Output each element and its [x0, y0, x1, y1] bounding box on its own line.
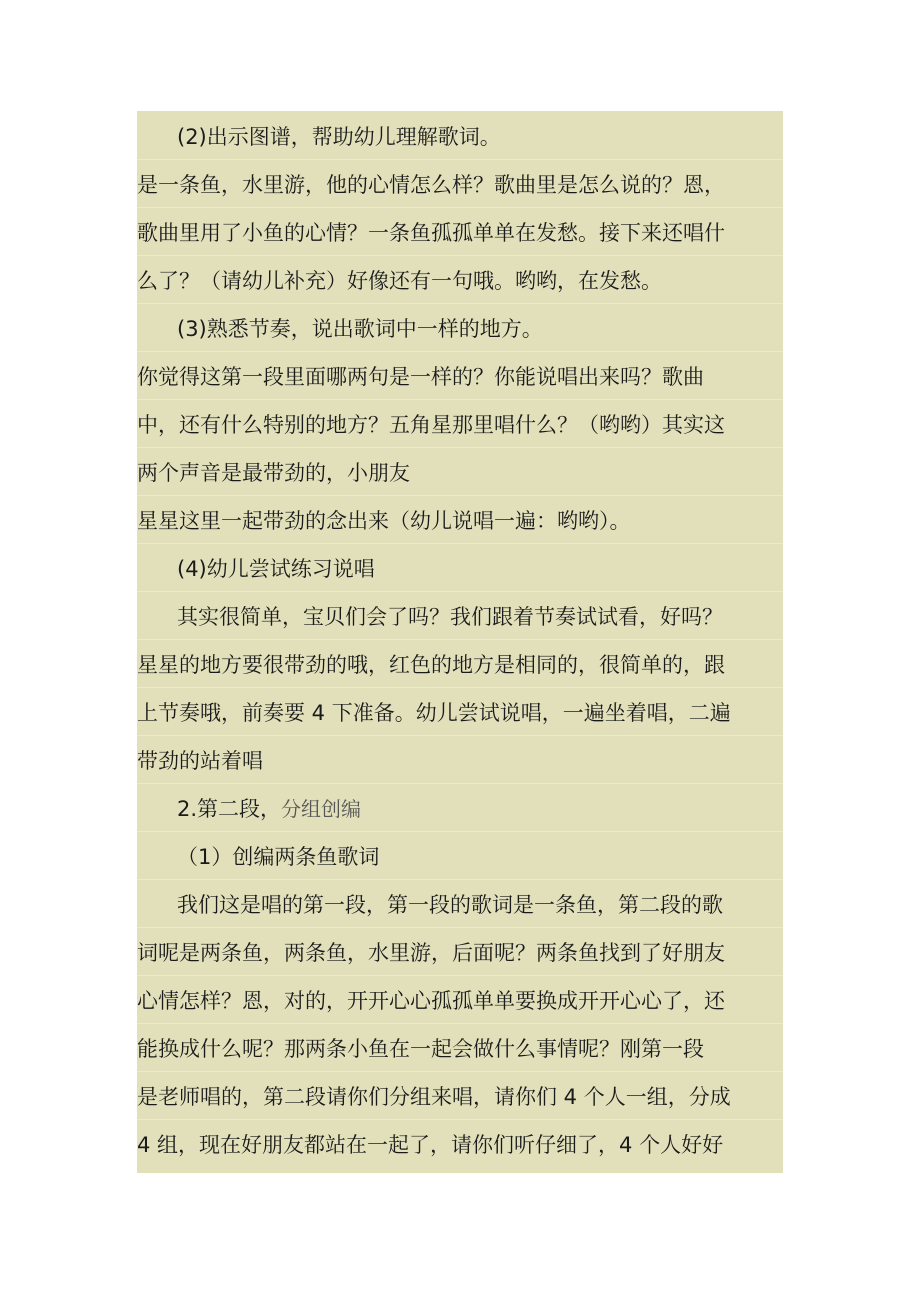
paragraph-line: 两个声音是最带劲的，小朋友: [137, 461, 410, 485]
paragraph-line: 其实很简单，宝贝们会了吗？我们跟着节奏试试看，好吗？: [177, 605, 723, 629]
paragraph-line: 歌曲里用了小鱼的心情？一条鱼孤孤单单在发愁。接下来还唱什: [137, 221, 725, 245]
subheading-step-4: (4)幼儿尝试练习说唱: [177, 557, 375, 581]
paragraph-line: 是一条鱼，水里游，他的心情怎么样？歌曲里是怎么说的？恩，: [137, 173, 725, 197]
section-heading-number: 2.第二段，: [177, 797, 282, 821]
section-heading-part-2: [177, 785, 361, 833]
paragraph-line: 星星的地方要很带劲的哦，红色的地方是相同的，很简单的，跟: [137, 653, 725, 677]
paragraph-line: 么了？（请幼儿补充）好像还有一句哦。哟哟，在发愁。: [137, 269, 662, 293]
paragraph-line: 你觉得这第一段里面哪两句是一样的？你能说唱出来吗？歌曲: [137, 365, 704, 389]
paragraph-line: 4 组，现在好朋友都站在一起了，请你们听仔细了，4 个人好好: [137, 1133, 724, 1157]
subheading-step-3: (3)熟悉节奏，说出歌词中一样的地方。: [177, 317, 543, 341]
paragraph-line: 星星这里一起带劲的念出来（幼儿说唱一遍：哟哟）。: [137, 509, 631, 533]
paragraph-line: 上节奏哦，前奏要 4 下准备。幼儿尝试说唱，一遍坐着唱，二遍: [137, 701, 731, 725]
paragraph-line: 中，还有什么特别的地方？五角星那里唱什么？（哟哟）其实这: [137, 413, 725, 437]
section-heading-title: 分组创编: [281, 797, 362, 821]
paragraph-line: 是老师唱的，第二段请你们分组来唱，请你们 4 个人一组，分成: [137, 1085, 731, 1109]
paragraph-line: 带劲的站着唱: [137, 749, 263, 773]
paragraph-line: 我们这是唱的第一段，第一段的歌词是一条鱼，第二段的歌: [177, 893, 723, 917]
subheading-step-1: （1）创编两条鱼歌词: [177, 845, 380, 869]
paragraph-line: 心情怎样？恩，对的，开开心心孤孤单单要换成开开心心了，还: [137, 989, 725, 1013]
subheading-step-2: (2)出示图谱，帮助幼儿理解歌词。: [177, 125, 501, 149]
paragraph-line: 能换成什么呢？那两条小鱼在一起会做什么事情呢？刚第一段: [137, 1037, 704, 1061]
paragraph-line: 词呢是两条鱼，两条鱼，水里游，后面呢？两条鱼找到了好朋友: [137, 941, 725, 965]
